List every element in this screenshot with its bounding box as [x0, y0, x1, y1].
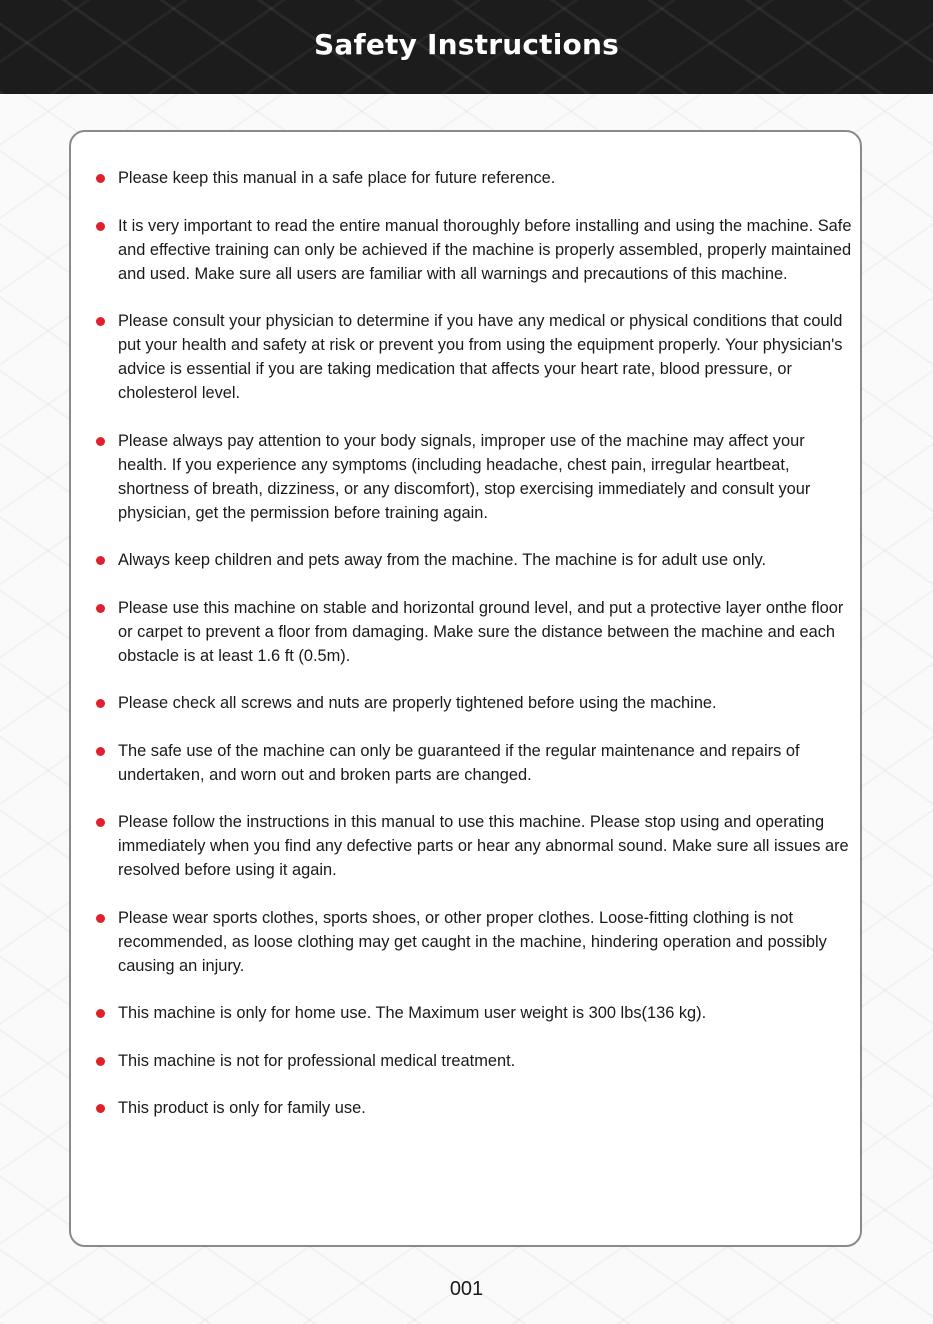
list-item-text: Please check all screws and nuts are properly tightened before using the machine. [118, 694, 717, 712]
list-item [96, 214, 856, 286]
list-item-text: This machine is not for professional medical treatment. [118, 1051, 516, 1070]
safety-instructions-list [96, 166, 856, 1120]
page-number: 001 [449, 1278, 484, 1300]
page-title: Safety Instructions [314, 27, 619, 61]
bullet-icon [96, 747, 105, 756]
list-item [96, 596, 856, 668]
bullet-icon [96, 174, 105, 183]
list-item [96, 548, 856, 572]
list-item-text: This product is only for family use. [118, 1099, 366, 1117]
bullet-icon [96, 317, 105, 326]
instructions-card [69, 130, 862, 1247]
list-item-text: Please always pay attention to your body signals, improper use of the machine may affect your health. If you experience any symptoms (including headache, chest pain, irregular heartbeat, shortness of breath, dizziness, or any discomfort), stop exercising immediately and consult your physician, get the permission before training again. [118, 431, 811, 522]
bullet-icon [96, 699, 105, 708]
bullet-icon [96, 1104, 105, 1113]
list-item [96, 309, 856, 405]
list-item-text: Please use this machine on stable and horizontal ground level, and put a protective layer onthe floor or carpet to prevent a floor from damaging. Make sure the distance between the machine and each obstacle is at least 1.6 ft (0.5m). [118, 598, 844, 665]
list-item-text: Please wear sports clothes, sports shoes, or other proper clothes. Loose-fitting clothing is not recommended, as loose clothing may get caught in the machine, hindering operation and possibly causing an injury. [118, 908, 827, 975]
list-item [96, 906, 856, 978]
list-item-text: It is very important to read the entire manual thoroughly before installing and using the machine. Safe and effective training can only be achieved if the machine is properly assembled, properly maintained and used. Make sure all users are familiar with all warnings and precautions of this machine. [118, 216, 852, 283]
bullet-icon [96, 222, 105, 231]
bullet-icon [96, 556, 105, 565]
list-item-text: Please keep this manual in a safe place for future reference. [118, 169, 556, 187]
list-item-text: Please follow the instructions in this manual to use this machine. Please stop using and operating immediately when you find any defective parts or hear any abnormal sound. Make sure all issues are resolved before using it again. [118, 813, 849, 879]
list-item-text: The safe use of the machine can only be guaranteed if the regular maintenance and repairs of undertaken, and worn out and broken parts are changed. [118, 741, 800, 784]
bullet-icon [96, 1057, 105, 1066]
list-item [96, 1096, 856, 1120]
bullet-icon [96, 1009, 105, 1018]
list-item-text: Please consult your physician to determine if you have any medical or physical conditions that could put your health and safety at risk or prevent you from using the equipment properly. Your physician's advice is essential if you are taking medication that affects your heart rate, blood pressure, or cholesterol level. [118, 312, 843, 402]
bullet-icon [96, 914, 105, 923]
list-item-text: This machine is only for home use. The Maximum user weight is 300 lbs(136 kg). [118, 1004, 707, 1022]
list-item [96, 739, 856, 787]
page-header [0, 0, 933, 94]
list-item [96, 1001, 856, 1025]
list-item [96, 166, 856, 190]
list-item-text: Always keep children and pets away from the machine. The machine is for adult use only. [118, 551, 767, 569]
list-item [96, 691, 856, 715]
bullet-icon [96, 604, 105, 613]
list-item [96, 1049, 856, 1073]
list-item [96, 429, 856, 525]
bullet-icon [96, 437, 105, 446]
bullet-icon [96, 818, 105, 827]
list-item [96, 810, 856, 882]
